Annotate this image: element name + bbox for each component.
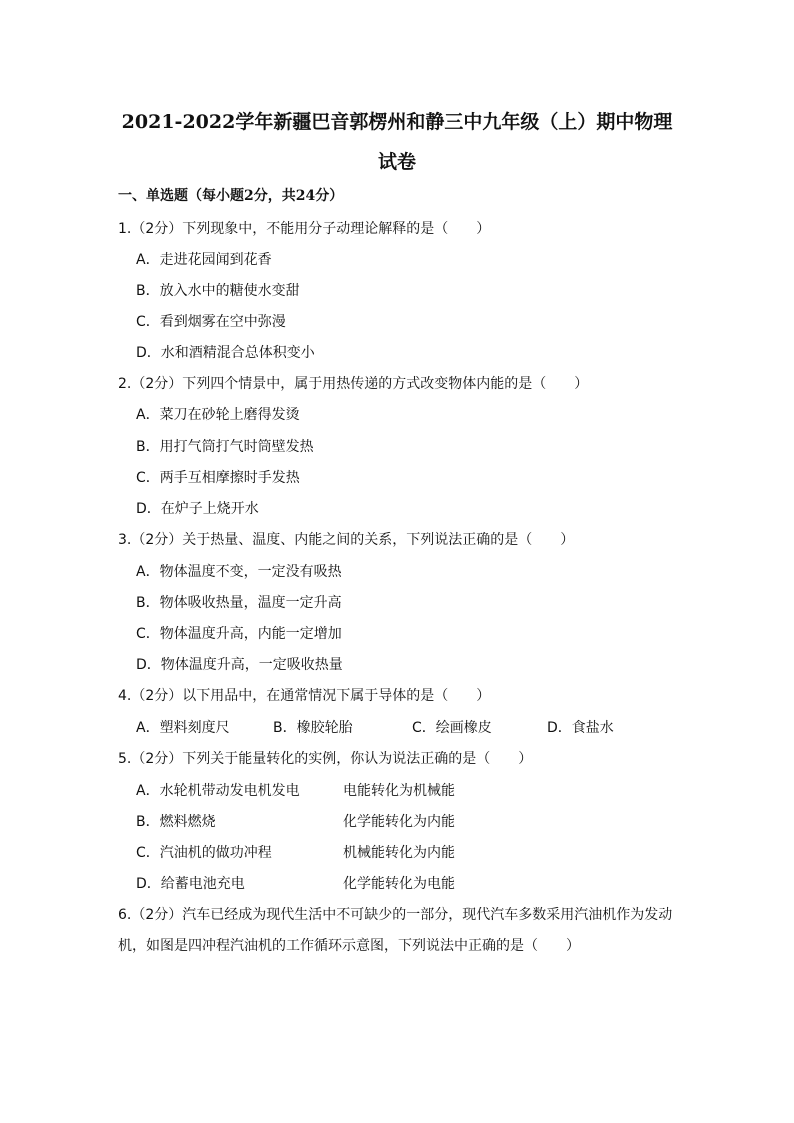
question-3-option-a: A．物体温度不变，一定没有吸热 [136,564,342,580]
question-6-stem-line2: 机，如图是四冲程汽油机的工作循环示意图，下列说法中正确的是（ ） [118,938,580,954]
question-6-stem-line1: 6.（2分）汽车已经成为现代生活中不可缺少的一部分，现代汽车多数采用汽油机作为发动 [118,907,673,923]
question-5-option-b: B．燃料燃烧 [136,814,216,830]
question-3-stem: 3.（2分）关于热量、温度、内能之间的关系，下列说法正确的是（ ） [118,532,575,548]
question-5-option-b-conversion: 化学能转化为内能 [343,814,455,830]
question-5-option-d: D．给蓄电池充电 [136,876,245,892]
question-5-option-a-conversion: 电能转化为机械能 [343,783,455,799]
question-2-option-d: D．在炉子上烧开水 [136,501,259,517]
question-5-option-c-conversion: 机械能转化为内能 [343,845,455,861]
question-5-option-d-conversion: 化学能转化为电能 [343,876,455,892]
question-5-option-c: C．汽油机的做功冲程 [136,845,272,861]
question-2-stem: 2.（2分）下列四个情景中，属于用热传递的方式改变物体内能的是（ ） [118,376,589,392]
question-1-option-a: A．走进花园闻到花香 [136,252,272,268]
question-1-option-b: B．放入水中的糖使水变甜 [136,283,300,299]
question-3-option-d: D．物体温度升高，一定吸收热量 [136,657,343,673]
paper-title-line1: 2021-2022学年新疆巴音郭楞州和静三中九年级（上）期中物理 [121,111,673,133]
question-4-option-b: B．橡胶轮胎 [273,720,353,736]
question-3-option-c: C．物体温度升高，内能一定增加 [136,626,342,642]
question-4-option-d: D．食盐水 [547,720,614,736]
section-heading: 一、单选题（每小题2分，共24分） [118,188,344,204]
question-2-option-c: C．两手互相摩擦时手发热 [136,470,300,486]
question-1-option-c: C．看到烟雾在空中弥漫 [136,314,286,330]
paper-title-line2: 试卷 [377,151,416,173]
question-3-option-b: B．物体吸收热量，温度一定升高 [136,595,342,611]
question-2-option-b: B．用打气筒打气时筒壁发热 [136,439,314,455]
question-5-option-a: A．水轮机带动发电机发电 [136,783,300,799]
question-1-stem: 1.（2分）下列现象中，不能用分子动理论解释的是（ ） [118,221,491,237]
question-4-option-c: C．绘画橡皮 [412,720,492,736]
question-4-stem: 4.（2分）以下用品中，在通常情况下属于导体的是（ ） [118,688,491,704]
question-2-option-a: A．菜刀在砂轮上磨得发烫 [136,407,300,423]
question-4-option-a: A．塑料刻度尺 [136,720,230,736]
question-1-option-d: D．水和酒精混合总体积变小 [136,345,315,361]
question-5-stem: 5.（2分）下列关于能量转化的实例，你认为说法正确的是（ ） [118,751,533,767]
